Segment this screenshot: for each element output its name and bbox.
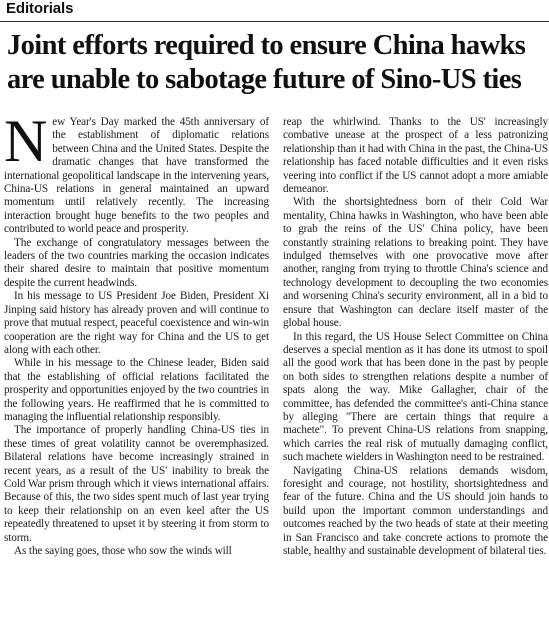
article-paragraph: reap the whirlwind. Thanks to the US' increasingly combative unease at the prospect of a less patronizing relationship than it had with China in the past, the China-US relationship has faced notable difficulties and it even risks veering into conflict if the US cannot adopt a more amiable demeanor. — [283, 116, 548, 196]
section-label: Editorials — [6, 0, 74, 17]
drop-cap: N — [4, 108, 48, 174]
article-column-right — [283, 116, 548, 558]
article-paragraph: In this regard, the US House Select Committee on China deserves a special mention as it has done its utmost to spoil all the good work that has been done in the past by people on both sides to strengthen relations despite a number of spats along the way. Mike Gallagher, chair of the committee, has defended the committee's anti-China stance by alleging "There are certain things that require a machete". To prevent China-US relations from snapping, which carries the real risk of mutually damaging conflict, such machete wielders in Washington need to be restrained. — [283, 330, 548, 464]
section-divider — [0, 21, 549, 22]
article-paragraph: The importance of properly handling China-US ties in these times of great volatility cannot be overemphasized. Bilateral relations have become increasingly strained in recent years, as a result of the US' inability to break the Cold War prism through which it views international affairs. Because of this, the two sides spent much of last year trying to keep their relationship on an even keel after the US repeatedly threatened to upset it by steering it from storm to storm. — [4, 424, 269, 544]
article-paragraph — [4, 108, 269, 237]
article-paragraph: As the saying goes, those who sow the winds will — [14, 545, 232, 557]
article-paragraph: While in his message to the Chinese leader, Biden said that the establishing of official relations facilitated the prosperity and opportunities enjoyed by the two countries in the following years. He reaffirmed that he is committed to managing the influential relationship responsibly. — [4, 357, 269, 423]
article-paragraph-text: ew Year's Day marked the 45th anniversary of the establishment of diplomatic relations between China and the United States. Despite the dramatic changes that have transformed the international geopolitical landscape in the intervening years, China-US relations in general maintained an upward momentum until relatively recently. The increasing interaction brought huge benefits to the two peoples and contributed to world peace and prosperity. — [4, 116, 269, 236]
article-paragraph: With the shortsightedness born of their Cold War mentality, China hawks in Washington, who have been able to grab the reins of the US' China policy, have been constantly straining relations to breaking point. They have indulged themselves with one provocative move after another, ranging from trying to throttle China's science and technology development to decoupling the two economies and worsening China's security environment, all in a bid to ensure that Washington can declare itself master of the global house. — [283, 196, 548, 330]
headline: Joint efforts required to ensure China hawks are unable to sabotage future of Sino-US ties — [7, 30, 526, 95]
article-column-left — [4, 108, 269, 558]
article-paragraph: In his message to US President Joe Biden, President Xi Jinping said history has already proven and will continue to prove that mutual respect, peaceful coexistence and win-win cooperation are the right way for China and the US to get along with each other. — [4, 290, 269, 356]
article-paragraph: Navigating China-US relations demands wisdom, foresight and courage, not hostility, shortsightedness and fear of the future. China and the US should join hands to build upon the important common understandings and outcomes reached by the two heads of state at their meeting in San Francisco and take concrete actions to promote the stable, healthy and sustainable development of bilateral ties. — [283, 464, 548, 557]
article-paragraph: The exchange of congratulatory messages between the leaders of the two countries marking the occasion indicates their shared desire to maintain that positive momentum despite the current headwinds. — [4, 236, 269, 289]
